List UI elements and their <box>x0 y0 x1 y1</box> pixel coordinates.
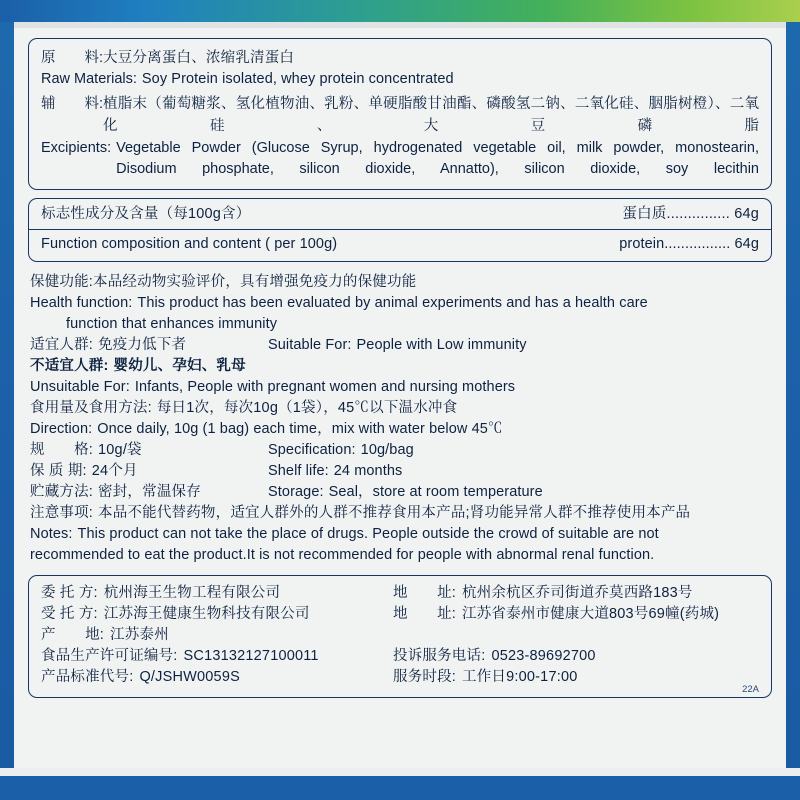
storage-cn <box>30 482 268 503</box>
unsuitable-for-en-row <box>30 377 770 398</box>
notes-en-row2 <box>30 545 770 566</box>
footer-row-3-right-label: 投诉服务电话: <box>393 648 486 665</box>
raw-materials-en-line <box>41 69 759 90</box>
batch-code-mark: 22A <box>742 684 759 696</box>
package-right-edge <box>786 22 800 800</box>
storage-cn-value: 密封，常温保存 <box>98 484 201 501</box>
specification-cn <box>30 440 268 461</box>
shelf-life-en-value: 24 months <box>333 463 403 480</box>
footer-row-4 <box>41 667 759 688</box>
suitable-for-en-value: People with Low immunity <box>356 337 527 354</box>
footer-row-0-left-value: 杭州海王生物工程有限公司 <box>103 585 281 602</box>
notes-en-row <box>30 524 770 545</box>
raw-materials-en-value: Soy Protein isolated, whey protein concentrated <box>141 71 454 88</box>
direction-cn-label: 食用量及食用方法: <box>30 400 152 417</box>
suitable-for-cn <box>30 335 268 356</box>
footer-row-1-left <box>41 604 393 625</box>
footer-row-4-right-value: 工作日9:00-17:00 <box>462 669 578 686</box>
health-function-en-line <box>30 293 770 314</box>
footer-row-2-left <box>41 625 393 646</box>
unsuitable-for-cn-value: 婴幼儿、孕妇、乳母 <box>113 358 246 375</box>
footer-row-3-right <box>393 646 759 667</box>
footer-row-2-left-label: 产 地: <box>41 627 105 644</box>
composition-cn-title: 标志性成分及含量（每100g含） <box>41 206 251 223</box>
notes-en-value2: recommended to eat the product.It is not recommended for people with abnormal renal function. <box>30 547 655 564</box>
footer-row-0-right-value: 杭州余杭区乔司街道乔莫西路183号 <box>462 585 693 602</box>
raw-materials-box <box>28 38 772 190</box>
footer-row-2 <box>41 625 759 646</box>
composition-en-dots: ................ <box>664 236 731 253</box>
footer-row-2-left-value: 江苏泰州 <box>110 627 169 644</box>
excipients-cn-label: 辅 料: <box>41 96 104 113</box>
notes-cn-row <box>30 503 770 524</box>
excipients-cn-value: 植脂末（葡萄糖浆、氢化植物油、乳粉、单硬脂酸甘油酯、磷酸氢二钠、二氧化硅、胭脂树橙）、二氧化硅、大豆磷脂 <box>103 96 759 134</box>
package-top-gradient-edge <box>0 0 800 22</box>
specification-en-label: Specification: <box>268 442 356 459</box>
footer-row-3-left <box>41 646 393 667</box>
footer-row-4-left-label: 产品标准代号: <box>41 669 134 686</box>
raw-materials-cn-value: 大豆分离蛋白、浓缩乳清蛋白 <box>103 50 295 66</box>
suitable-for-en-label: Suitable For: <box>268 337 352 354</box>
composition-cn-amount-group <box>622 204 759 225</box>
notes-en-label: Notes: <box>30 526 73 543</box>
direction-cn-row <box>30 398 770 419</box>
footer-row-0 <box>41 583 759 604</box>
footer-row-4-right <box>393 667 759 688</box>
shelf-life-cn <box>30 461 268 482</box>
shelf-life-en-label: Shelf life: <box>268 463 329 480</box>
composition-en-amount-group <box>619 234 759 255</box>
composition-divider <box>29 229 771 230</box>
composition-en-title: Function composition and content ( per 100g) <box>41 236 338 253</box>
direction-cn-value: 每日1次，每次10g（1袋），45℃以下温水冲食 <box>156 400 458 417</box>
footer-row-1-right-value: 江苏省泰州市健康大道803号69幢(药城) <box>462 606 720 623</box>
raw-materials-cn-line <box>41 46 759 69</box>
health-function-cn-line <box>30 272 770 293</box>
footer-row-1-right <box>393 604 759 625</box>
shelf-life-cn-value: 24个月 <box>91 463 138 480</box>
specification-row <box>30 440 770 461</box>
notes-cn-value: 本品不能代替药物，适宜人群外的人群不推荐食用本产品;肾功能异常人群不推荐使用本产品 <box>98 505 691 522</box>
suitable-for-row <box>30 335 770 356</box>
excipients-en-label: Excipients: <box>41 139 112 156</box>
shelf-life-en <box>268 461 770 482</box>
notes-cn-label: 注意事项: <box>30 505 94 522</box>
unsuitable-for-en-value: Infants, People with pregnant women and nursing mothers <box>134 379 516 396</box>
health-function-en-value2: function that enhances immunity <box>66 316 278 333</box>
footer-row-4-right-label: 服务时段: <box>393 669 457 686</box>
health-function-en-label: Health function: <box>30 295 133 312</box>
health-function-en-line2 <box>30 314 770 335</box>
storage-en-value: Seal，store at room temperature <box>328 484 543 501</box>
composition-en-amount: 64g <box>734 236 759 253</box>
footer-row-3-left-value: SC13132127100011 <box>183 648 319 665</box>
storage-en <box>268 482 770 503</box>
shelf-life-cn-label: 保 质 期: <box>30 463 87 480</box>
raw-materials-en-label: Raw Materials: <box>41 71 137 88</box>
storage-en-label: Storage: <box>268 484 324 501</box>
specification-cn-label: 规 格: <box>30 442 94 459</box>
direction-en-label: Direction: <box>30 421 93 438</box>
footer-row-0-left-label: 委 托 方: <box>41 585 98 602</box>
footer-row-4-left <box>41 667 393 688</box>
composition-en-item: protein <box>619 236 665 253</box>
footer-row-0-right-label: 地 址: <box>393 585 457 602</box>
specification-en-value: 10g/bag <box>360 442 414 459</box>
footer-row-3 <box>41 646 759 667</box>
direction-en-value: Once daily, 10g (1 bag) each time，mix with water below 45℃ <box>97 421 503 438</box>
footer-row-1-left-value: 江苏海王健康生物科技有限公司 <box>103 606 310 623</box>
footer-row-1 <box>41 604 759 625</box>
unsuitable-for-cn-label: 不适宜人群: <box>30 358 109 375</box>
raw-materials-cn-label: 原 料: <box>41 50 104 66</box>
label-content <box>14 28 786 768</box>
footer-row-3-right-value: 0523-89692700 <box>491 648 596 665</box>
excipients-en-value: Vegetable Powder (Glucose Syrup, hydrogenated vegetable oil, milk powder, monostearin, Disodium phosphate, silicon dioxide, Annatto), silicon dioxide, soy lecithin <box>116 139 759 178</box>
direction-en-row <box>30 419 770 440</box>
specification-cn-value: 10g/袋 <box>98 442 142 459</box>
footer-row-1-right-label: 地 址: <box>393 606 457 623</box>
health-function-en-value: This product has been evaluated by animal experiments and has a health care <box>137 295 648 312</box>
composition-cn-item: 蛋白质 <box>622 206 667 223</box>
package-bottom-inner-edge <box>0 768 800 776</box>
specification-en <box>268 440 770 461</box>
suitable-for-cn-label: 适宜人群: <box>30 337 94 354</box>
package-bottom-edge <box>0 776 800 800</box>
health-function-cn-value: 本品经动物实验评价，具有增强免疫力的保健功能 <box>93 274 417 291</box>
composition-box <box>28 198 772 262</box>
excipients-en-line <box>41 138 759 182</box>
health-function-cn-label: 保健功能: <box>30 274 94 291</box>
details-section <box>28 268 772 568</box>
suitable-for-en <box>268 335 770 356</box>
footer-row-0-left <box>41 583 393 604</box>
suitable-for-cn-value: 免疫力低下者 <box>98 337 187 354</box>
storage-row <box>30 482 770 503</box>
composition-en-row <box>41 234 759 255</box>
footer-row-3-left-label: 食品生产许可证编号: <box>41 648 178 665</box>
footer-row-4-left-value: Q/JSHW0059S <box>139 669 240 686</box>
composition-cn-row <box>41 204 759 225</box>
composition-cn-amount: 64g <box>734 206 759 223</box>
storage-cn-label: 贮藏方法: <box>30 484 94 501</box>
excipients-cn-line <box>41 92 759 138</box>
unsuitable-for-cn-row <box>30 356 770 377</box>
manufacturer-info-box <box>28 575 772 698</box>
footer-row-1-left-label: 受 托 方: <box>41 606 98 623</box>
notes-en-value: This product can not take the place of drugs. People outside the crowd of suitable are not <box>77 526 659 543</box>
shelf-life-row <box>30 461 770 482</box>
footer-row-0-right <box>393 583 759 604</box>
composition-cn-dots: ............... <box>666 206 730 223</box>
package-left-edge <box>0 22 14 800</box>
unsuitable-for-en-label: Unsuitable For: <box>30 379 130 396</box>
